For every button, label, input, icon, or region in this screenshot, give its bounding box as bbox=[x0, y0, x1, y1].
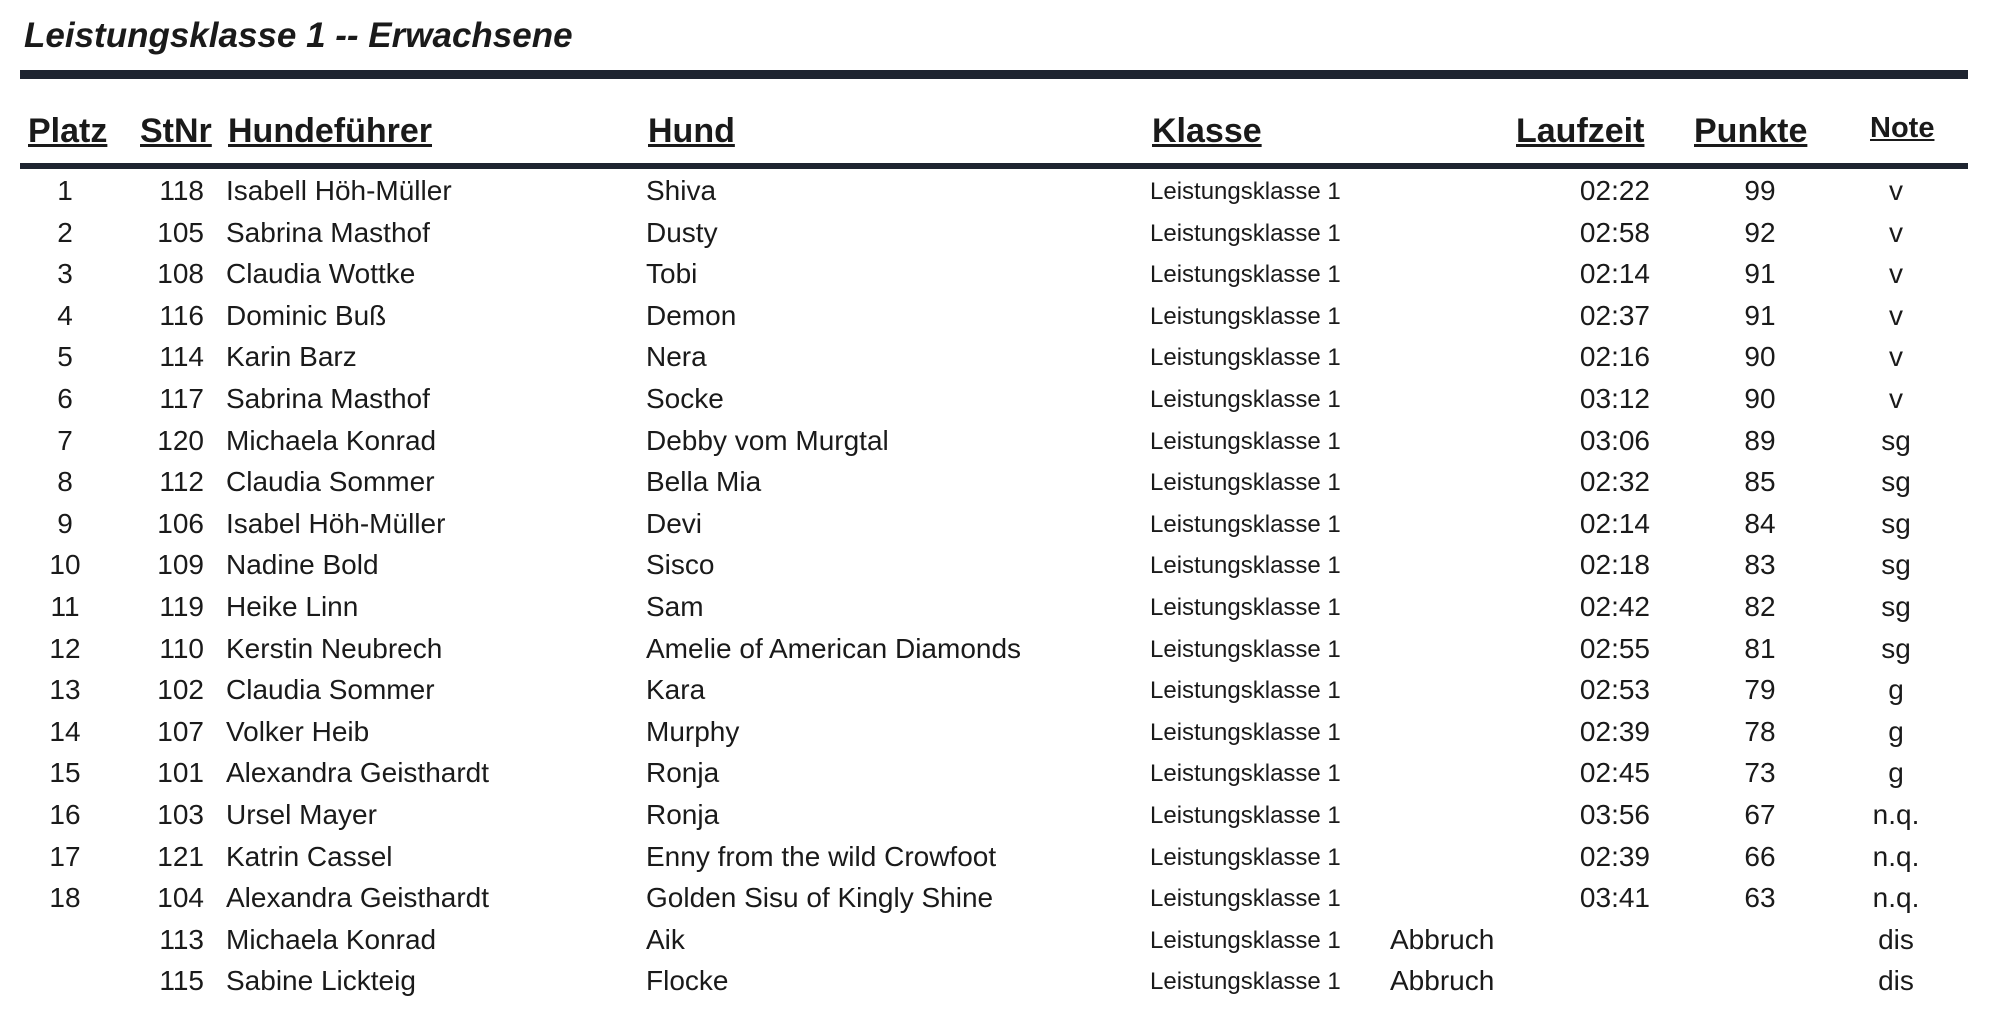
cell-stnr: 120 bbox=[157, 424, 204, 456]
cell-klasse: Leistungsklasse 1 bbox=[1150, 926, 1341, 954]
cell-hund: Shiva bbox=[646, 175, 717, 206]
table-row bbox=[0, 175, 2000, 216]
cell-stnr: 110 bbox=[159, 632, 204, 664]
cell-klasse: Leistungsklasse 1 bbox=[1150, 427, 1341, 455]
cell-punkte: 90 bbox=[1744, 341, 1776, 373]
cell-stnr: 101 bbox=[157, 757, 204, 789]
cell-hundefuehrer: Nadine Bold bbox=[226, 549, 379, 581]
cell-stnr: 118 bbox=[159, 175, 204, 206]
header-laufzeit: Laufzeit bbox=[1516, 112, 1645, 150]
cell-hund: Nera bbox=[646, 341, 707, 373]
cell-stnr: 119 bbox=[159, 591, 204, 622]
cell-hundefuehrer: Karin Barz bbox=[226, 341, 357, 373]
cell-laufzeit: 03:41 bbox=[1579, 882, 1650, 914]
cell-laufzeit: 03:56 bbox=[1579, 799, 1650, 830]
cell-klasse: Leistungsklasse 1 bbox=[1150, 677, 1341, 705]
cell-punkte: 81 bbox=[1744, 632, 1776, 664]
cell-hundefuehrer: Isabel Höh-Müller bbox=[226, 507, 446, 539]
cell-platz: 4 bbox=[57, 299, 73, 331]
cell-klasse: Leistungsklasse 1 bbox=[1150, 594, 1341, 621]
cell-punkte: 73 bbox=[1744, 757, 1776, 789]
cell-stnr: 112 bbox=[159, 466, 204, 498]
cell-stnr: 115 bbox=[159, 965, 204, 997]
cell-hundefuehrer: Ursel Mayer bbox=[226, 799, 377, 830]
cell-platz: 11 bbox=[50, 591, 80, 622]
cell-punkte: 78 bbox=[1744, 715, 1776, 747]
cell-hundefuehrer: Sabrina Masthof bbox=[226, 216, 430, 248]
cell-klasse: Leistungsklasse 1 bbox=[1150, 261, 1341, 289]
cell-status: Abbruch bbox=[1390, 923, 1495, 955]
cell-punkte: 91 bbox=[1744, 258, 1776, 290]
cell-klasse: Leistungsklasse 1 bbox=[1150, 469, 1341, 497]
cell-platz: 9 bbox=[57, 507, 73, 539]
cell-punkte: 92 bbox=[1744, 216, 1776, 248]
cell-platz: 7 bbox=[57, 424, 73, 456]
cell-stnr: 117 bbox=[159, 383, 204, 414]
table-row bbox=[0, 466, 2000, 507]
table-row bbox=[0, 591, 2000, 632]
header-hundefuehrer: Hundeführer bbox=[228, 112, 432, 150]
cell-klasse: Leistungsklasse 1 bbox=[1150, 718, 1341, 746]
cell-hund: Murphy bbox=[646, 715, 740, 747]
table-row bbox=[0, 841, 2000, 882]
cell-hundefuehrer: Claudia Wottke bbox=[226, 258, 416, 290]
cell-note: g bbox=[1888, 715, 1904, 747]
cell-note: v bbox=[1889, 258, 1903, 290]
cell-hund: Aik bbox=[646, 923, 685, 955]
cell-hundefuehrer: Kerstin Neubrech bbox=[226, 632, 443, 664]
cell-platz: 8 bbox=[57, 466, 73, 498]
cell-laufzeit: 02:42 bbox=[1579, 591, 1650, 622]
cell-laufzeit: 02:16 bbox=[1579, 341, 1650, 373]
cell-note: g bbox=[1888, 674, 1904, 706]
cell-punkte: 66 bbox=[1744, 840, 1776, 872]
cell-hundefuehrer: Alexandra Geisthardt bbox=[226, 882, 490, 914]
cell-klasse: Leistungsklasse 1 bbox=[1150, 968, 1341, 996]
cell-stnr: 121 bbox=[157, 840, 204, 872]
cell-klasse: Leistungsklasse 1 bbox=[1150, 843, 1341, 871]
cell-platz: 6 bbox=[57, 383, 73, 414]
cell-laufzeit: 03:06 bbox=[1579, 424, 1650, 456]
cell-hund: Demon bbox=[646, 299, 737, 331]
cell-punkte: 89 bbox=[1744, 424, 1776, 456]
cell-laufzeit: 02:53 bbox=[1579, 674, 1650, 706]
cell-laufzeit: 02:37 bbox=[1579, 299, 1650, 331]
cell-platz: 18 bbox=[49, 882, 81, 914]
cell-laufzeit: 02:18 bbox=[1579, 549, 1650, 581]
table-row bbox=[0, 674, 2000, 715]
cell-note: n.q. bbox=[1872, 840, 1920, 872]
cell-punkte: 91 bbox=[1744, 299, 1776, 331]
cell-hund: Bella Mia bbox=[646, 466, 762, 498]
cell-punkte: 79 bbox=[1744, 674, 1776, 706]
cell-stnr: 102 bbox=[157, 674, 204, 706]
header-stnr: StNr bbox=[140, 112, 212, 150]
cell-platz: 2 bbox=[57, 216, 73, 248]
cell-stnr: 116 bbox=[159, 299, 204, 331]
cell-klasse: Leistungsklasse 1 bbox=[1150, 178, 1341, 205]
cell-laufzeit: 02:39 bbox=[1579, 840, 1650, 872]
cell-klasse: Leistungsklasse 1 bbox=[1150, 760, 1341, 788]
cell-stnr: 109 bbox=[157, 549, 204, 581]
cell-hund: Devi bbox=[646, 507, 703, 539]
cell-laufzeit: 02:55 bbox=[1579, 632, 1650, 664]
cell-note: g bbox=[1888, 757, 1904, 789]
cell-stnr: 103 bbox=[157, 799, 204, 830]
cell-note: sg bbox=[1881, 466, 1911, 498]
cell-stnr: 113 bbox=[159, 923, 204, 955]
cell-platz: 13 bbox=[49, 674, 81, 706]
cell-note: v bbox=[1889, 299, 1903, 331]
cell-laufzeit: 02:39 bbox=[1579, 715, 1650, 747]
cell-note: dis bbox=[1878, 923, 1914, 955]
cell-klasse: Leistungsklasse 1 bbox=[1150, 635, 1341, 663]
cell-hundefuehrer: Sabine Lickteig bbox=[226, 965, 416, 997]
cell-klasse: Leistungsklasse 1 bbox=[1150, 302, 1341, 330]
cell-stnr: 104 bbox=[157, 882, 204, 914]
cell-note: v bbox=[1889, 216, 1903, 248]
cell-hundefuehrer: Volker Heib bbox=[226, 715, 370, 747]
cell-platz: 16 bbox=[49, 799, 81, 830]
table-row bbox=[0, 882, 2000, 923]
cell-hund: Enny from the wild Crowfoot bbox=[646, 840, 997, 872]
cell-note: v bbox=[1889, 383, 1903, 414]
cell-hund: Tobi bbox=[646, 258, 698, 290]
cell-laufzeit: 02:14 bbox=[1579, 507, 1650, 539]
cell-laufzeit: 02:58 bbox=[1579, 216, 1650, 248]
table-row bbox=[0, 508, 2000, 549]
table-row bbox=[0, 549, 2000, 590]
cell-klasse: Leistungsklasse 1 bbox=[1150, 219, 1341, 247]
cell-hund: Flocke bbox=[646, 965, 729, 997]
cell-note: dis bbox=[1878, 965, 1914, 997]
table-row bbox=[0, 633, 2000, 674]
header-platz: Platz bbox=[28, 112, 108, 150]
cell-klasse: Leistungsklasse 1 bbox=[1150, 802, 1341, 829]
cell-punkte: 63 bbox=[1744, 882, 1776, 914]
cell-stnr: 108 bbox=[157, 258, 204, 290]
cell-klasse: Leistungsklasse 1 bbox=[1150, 344, 1341, 372]
table-row bbox=[0, 341, 2000, 382]
cell-punkte: 67 bbox=[1744, 799, 1776, 830]
cell-platz: 3 bbox=[57, 258, 73, 290]
table-row bbox=[0, 217, 2000, 258]
cell-hund: Dusty bbox=[646, 216, 718, 248]
page-title: Leistungsklasse 1 -- Erwachsene bbox=[24, 16, 573, 55]
cell-hundefuehrer: Claudia Sommer bbox=[226, 466, 435, 498]
cell-platz: 5 bbox=[57, 341, 73, 373]
cell-hundefuehrer: Michaela Konrad bbox=[226, 424, 437, 456]
header-punkte: Punkte bbox=[1694, 112, 1808, 150]
table-row bbox=[0, 924, 2000, 965]
cell-hundefuehrer: Alexandra Geisthardt bbox=[226, 757, 490, 789]
table-row bbox=[0, 716, 2000, 757]
cell-laufzeit: 02:32 bbox=[1579, 466, 1650, 498]
cell-punkte: 90 bbox=[1744, 383, 1776, 414]
cell-note: n.q. bbox=[1872, 882, 1920, 914]
cell-hundefuehrer: Claudia Sommer bbox=[226, 674, 435, 706]
cell-klasse: Leistungsklasse 1 bbox=[1150, 885, 1341, 913]
cell-hundefuehrer: Dominic Buß bbox=[226, 299, 387, 331]
cell-stnr: 106 bbox=[157, 507, 204, 539]
cell-laufzeit: 02:45 bbox=[1579, 757, 1650, 789]
cell-hundefuehrer: Sabrina Masthof bbox=[226, 383, 430, 414]
table-row bbox=[0, 258, 2000, 299]
cell-stnr: 114 bbox=[159, 341, 204, 373]
cell-klasse: Leistungsklasse 1 bbox=[1150, 386, 1341, 413]
cell-note: sg bbox=[1881, 507, 1911, 539]
table-row bbox=[0, 300, 2000, 341]
cell-laufzeit: 02:22 bbox=[1579, 175, 1650, 206]
cell-status: Abbruch bbox=[1390, 965, 1495, 997]
cell-laufzeit: 02:14 bbox=[1579, 258, 1650, 290]
header-hund: Hund bbox=[648, 112, 735, 150]
cell-hund: Ronja bbox=[646, 757, 720, 789]
table-row bbox=[0, 757, 2000, 798]
cell-platz: 17 bbox=[49, 840, 81, 872]
cell-hund: Kara bbox=[646, 674, 706, 706]
cell-hund: Ronja bbox=[646, 799, 720, 830]
cell-punkte: 85 bbox=[1744, 466, 1776, 498]
cell-platz: 1 bbox=[57, 175, 73, 206]
cell-note: sg bbox=[1881, 591, 1911, 622]
title-divider bbox=[20, 70, 1968, 79]
header-klasse: Klasse bbox=[1152, 112, 1262, 150]
cell-punkte: 83 bbox=[1744, 549, 1776, 581]
cell-platz: 15 bbox=[49, 757, 81, 789]
header-divider bbox=[20, 163, 1968, 169]
cell-punkte: 84 bbox=[1744, 507, 1776, 539]
cell-hundefuehrer: Katrin Cassel bbox=[226, 840, 393, 872]
cell-platz: 12 bbox=[49, 632, 81, 664]
cell-stnr: 105 bbox=[157, 216, 204, 248]
cell-hund: Debby vom Murgtal bbox=[646, 424, 889, 456]
cell-platz: 14 bbox=[49, 715, 81, 747]
cell-note: v bbox=[1889, 175, 1903, 206]
cell-hundefuehrer: Michaela Konrad bbox=[226, 923, 437, 955]
cell-klasse: Leistungsklasse 1 bbox=[1150, 552, 1341, 580]
cell-punkte: 99 bbox=[1744, 175, 1776, 206]
cell-hund: Socke bbox=[646, 383, 724, 414]
cell-laufzeit: 03:12 bbox=[1579, 383, 1650, 414]
table-row bbox=[0, 965, 2000, 1006]
cell-hund: Amelie of American Diamonds bbox=[646, 632, 1022, 664]
cell-note: n.q. bbox=[1872, 799, 1920, 830]
header-note: Note bbox=[1870, 112, 1935, 144]
cell-note: sg bbox=[1881, 424, 1911, 456]
cell-stnr: 107 bbox=[157, 715, 204, 747]
cell-hundefuehrer: Isabell Höh-Müller bbox=[226, 175, 452, 206]
cell-note: v bbox=[1889, 341, 1903, 373]
cell-note: sg bbox=[1881, 549, 1911, 581]
cell-hund: Sisco bbox=[646, 549, 715, 581]
cell-hund: Golden Sisu of Kingly Shine bbox=[646, 882, 994, 914]
table-row bbox=[0, 425, 2000, 466]
cell-klasse: Leistungsklasse 1 bbox=[1150, 510, 1341, 538]
cell-platz: 10 bbox=[49, 549, 81, 581]
cell-note: sg bbox=[1881, 632, 1911, 664]
cell-hundefuehrer: Heike Linn bbox=[226, 591, 359, 622]
cell-punkte: 82 bbox=[1744, 591, 1776, 622]
cell-hund: Sam bbox=[646, 591, 704, 622]
table-row bbox=[0, 799, 2000, 840]
table-row bbox=[0, 383, 2000, 424]
